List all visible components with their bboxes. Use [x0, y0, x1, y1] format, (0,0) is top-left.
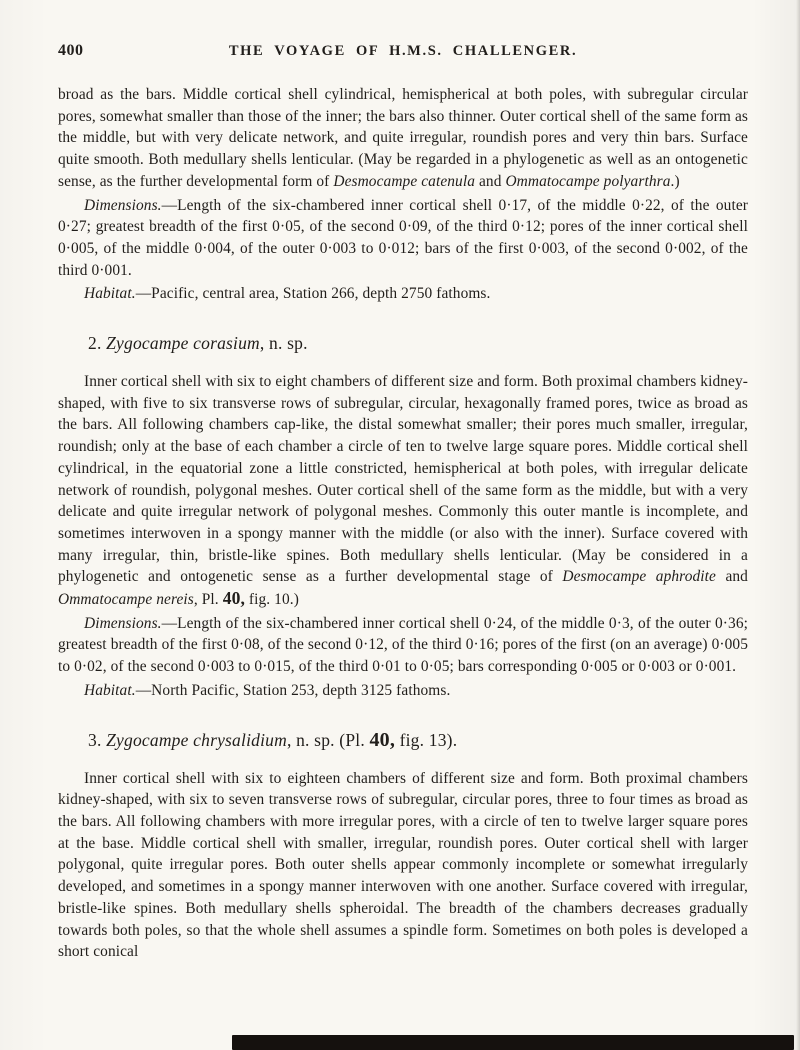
page-number: 400	[58, 42, 84, 59]
italic-text: Dimensions.	[84, 614, 162, 632]
text-segment: , n. sp. (Pl.	[286, 729, 370, 750]
text-segment: , n. sp.	[259, 333, 308, 354]
text-segment: Inner cortical shell with six to eight chambers of different size and form. Both proximal chambers kidney-shaped, with five to six transverse rows of subregular, circular, hexagonally framed pores, twice as broad as the bars. All following chambers cap-like, the distal somewhat smaller; their pores much smaller, irregular, roundish; only at the base of each chamber a circle of ten to twelve large square pores. Middle cortical shell cylindrical, in the equatorial zone a little constricted, hemispherical at both poles, with irregular delicate network of roundish, polygonal meshes. Outer cortical shell of the same form as the middle, but with a very delicate and quite irregular network of polygonal meshes. Commonly this outer mantle is incomplete, and sometimes interwoven in a spongy manner with the middle (or also with the inner). Surface covered with many irregular, thin, bristle-like spines. Both medullary shells lenticular. (May be considered in a phylogenetic and ontogenetic sense as a further developmental stage of	[58, 373, 748, 586]
text-segment: Inner cortical shell with six to eighteen chambers of different size and form. Both proximal chambers kidney-shaped, with six to seven transverse rows of subregular, circular pores, three to four times as broad as the bars. All following chambers with more irregular pores, with a circle of ten to twelve larger square pores at the base. Middle cortical shell with smaller, irregular, roundish pores. Outer cortical shell with larger polygonal, quite irregular pores. Both outer shells appear commonly incomplete or somewhat irregularly developed, and sometimes in a spongy manner interwoven with one another. Surface covered with irregular, bristle-like spines. Both medullary shells spheroidal. The breadth of the chambers decreases gradually towards both poles, so that the whole shell assumes a spindle form. Sometimes on both poles is developed a short conical	[58, 769, 748, 961]
page-header	[58, 42, 748, 64]
italic-text: Desmocampe catenula	[333, 172, 476, 190]
paragraph	[58, 195, 748, 282]
italic-text: Ommatocampe nereis	[58, 591, 194, 609]
text-segment: and	[715, 568, 748, 586]
species-heading	[58, 729, 748, 751]
text-block	[58, 84, 748, 965]
scan-artifact-bar	[232, 1035, 794, 1050]
text-segment: , Pl.	[193, 591, 223, 609]
italic-text: Zygocampe chrysalidium	[106, 729, 287, 750]
paragraph	[58, 613, 748, 678]
text-segment: —Pacific, central area, Station 266, depth 2750 fathoms.	[135, 285, 491, 303]
text-segment: —North Pacific, Station 253, depth 3125 fathoms.	[135, 681, 451, 699]
plate-number: 40,	[222, 588, 245, 609]
text-segment: —Length of the six-chambered inner cortical shell 0·24, of the middle 0·3, of the outer 0·36; greatest breadth of the first 0·08, of the second 0·12, of the third 0·16; pores of the first (on an average) 0·005 to 0·02, of the second 0·003 to 0·015, of the third 0·01 to 0·05; bars corresponding 0·005 or 0·003 or 0·001.	[58, 614, 748, 676]
species-heading	[58, 332, 748, 354]
plate-number: 40,	[369, 728, 396, 751]
text-segment: 3.	[88, 729, 107, 750]
italic-text: Ommatocampe polyarthra	[505, 172, 671, 190]
text-segment: —Length of the six-chambered inner cortical shell 0·17, of the middle 0·22, of the outer 0·27; greatest breadth of the first 0·05, of the second 0·09, of the third 0·12; pores of the inner cortical shell 0·005, of the middle 0·004, of the outer 0·003 to 0·012; bars of the first 0·003, of the second 0·002, of the third 0·001.	[58, 196, 748, 279]
italic-text: Habitat.	[84, 285, 136, 303]
text-segment: .)	[670, 172, 680, 190]
italic-text: Dimensions.	[84, 196, 162, 214]
italic-text: Desmocampe aphrodite	[562, 568, 716, 586]
italic-text: Zygocampe corasium	[106, 333, 260, 354]
text-segment: broad as the bars. Middle cortical shell cylindrical, hemispherical at both poles, with subregular circular pores, somewhat smaller than those of the inner; the bars also thinner. Outer cortical shell of the same form as the middle, but with very delicate network, and quite irregular, roundish pores and very thin bars. Surface quite smooth. Both medullary shells lenticular. (May be regarded in a phylogenetic as well as an ontogenetic sense, as the further developmental form of	[58, 86, 748, 190]
paragraph	[58, 283, 748, 305]
paragraph	[58, 371, 748, 611]
italic-text: Habitat.	[84, 681, 136, 699]
running-title: THE VOYAGE OF H.M.S. CHALLENGER.	[228, 43, 578, 59]
text-segment: 2.	[88, 333, 107, 354]
paragraph	[58, 680, 748, 702]
text-segment: fig. 13).	[395, 729, 458, 750]
scan-edge-right	[796, 0, 800, 1050]
paragraph	[58, 768, 748, 963]
text-segment: fig. 10.)	[244, 591, 299, 609]
text-segment: and	[475, 172, 506, 190]
paragraph	[58, 84, 748, 193]
